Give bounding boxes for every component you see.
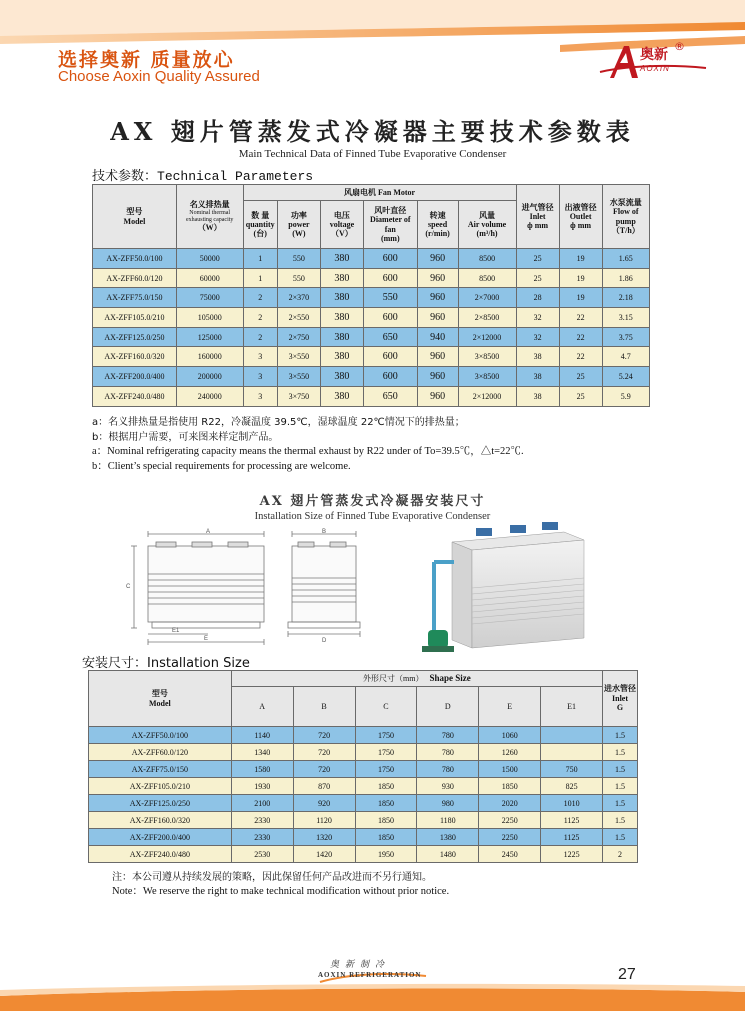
dim-a-label: A [206,529,211,535]
tech-note-b-en: b：Client’s special requirements for processing are welcome. [92,461,351,472]
table-cell: 200000 [176,367,243,387]
table-cell: 38 [516,367,559,387]
table-cell: 1750 [355,761,417,778]
table-row [89,795,638,812]
main-title-cn: AX 翅片管蒸发式冷凝器主要技术参数表 [110,117,635,146]
table-cell: 720 [293,727,355,744]
table-cell: 1.5 [603,761,638,778]
table-cell: 50000 [176,249,243,269]
table-cell: 1930 [231,778,293,795]
table-cell: AX-ZFF105.0/210 [89,778,232,795]
table-cell: 60000 [176,268,243,288]
dim-c-label: C [126,584,131,590]
table-cell: AX-ZFF75.0/150 [89,761,232,778]
table-cell: 380 [320,367,363,387]
table-row [93,367,650,387]
shape-header-e1: E1 [541,687,603,727]
table-cell: 75000 [176,288,243,308]
main-title-en: Main Technical Data of Finned Tube Evaporative Condenser [238,148,507,160]
table-cell: 1750 [355,744,417,761]
header-pump-flow: 水泵流量 Flow of pump （T/h） [602,185,649,249]
table-cell: 2.18 [602,288,649,308]
table-cell: 2330 [231,829,293,846]
table-cell: 2250 [479,829,541,846]
table-cell: 19 [559,288,602,308]
table-cell: 2×12000 [458,327,516,347]
table-cell: 25 [516,249,559,269]
tech-note-a-cn: a：名义排热量是指使用 R22，冷凝温度 39.5℃，湿球温度 22℃情况下的排热量； [92,417,465,428]
table-cell: 2×7000 [458,288,516,308]
table-cell: 600 [363,268,417,288]
table-cell: 960 [417,308,458,328]
table-row [89,744,638,761]
table-cell: 2×8500 [458,308,516,328]
install-title-cn: AX 翅片管蒸发式冷凝器安装尺寸 [259,494,486,509]
dim-b-label: B [322,529,327,535]
table-row [93,386,650,406]
table-cell: 960 [417,367,458,387]
table-cell: 1.65 [602,249,649,269]
page-header [0,0,745,92]
table-cell: 650 [363,327,417,347]
installation-size-table [88,670,638,863]
table-cell: 2 [243,327,277,347]
header-speed: 转速 speed (r/min) [417,201,458,249]
table-cell: 2100 [231,795,293,812]
table-cell: 2450 [479,846,541,863]
table-cell: 380 [320,386,363,406]
table-cell: 600 [363,347,417,367]
table-cell: AX-ZFF240.0/480 [93,386,177,406]
table-cell: AX-ZFF125.0/250 [89,795,232,812]
table-cell: 1.86 [602,268,649,288]
table-cell: 960 [417,288,458,308]
table-cell: 650 [363,386,417,406]
tech-params-label-cn: 技术参数： [92,169,158,184]
table-cell: 2×370 [277,288,320,308]
table-row [93,288,650,308]
shape-header-e: E [479,687,541,727]
header-quantity: 数 量 quantity (台) [243,201,277,249]
table-cell: 780 [417,744,479,761]
table-row [93,347,650,367]
tech-params-label [92,165,313,184]
footer-brand-cn: 奥新制冷 [330,960,391,970]
table-cell: 1580 [231,761,293,778]
table-cell: 1010 [541,795,603,812]
table-row [93,308,650,328]
table-cell: 1500 [479,761,541,778]
table-row [93,268,650,288]
tech-note-a-en: a：Nominal refrigerating capacity means the thermal exhaust by R22 under of To=39.5℃，△t=22℃. [92,446,524,457]
table-cell: 1850 [355,795,417,812]
table-cell: 930 [417,778,479,795]
table-row [89,846,638,863]
header-diameter: 风叶直径 Diameter of fan (mm) [363,201,417,249]
table-cell: AX-ZFF240.0/480 [89,846,232,863]
table-cell: 240000 [176,386,243,406]
table-cell: 1 [243,249,277,269]
table-cell: 3 [243,347,277,367]
table-cell: 2 [243,308,277,328]
table-cell: 1850 [355,812,417,829]
header-capacity: 名义排热量 Nominal thermal exhausting capacity （W） [176,185,243,249]
table-cell: 1125 [541,812,603,829]
table-cell: 1.5 [603,795,638,812]
table-cell: 2330 [231,812,293,829]
table-cell: 3×550 [277,367,320,387]
dim-e1-label: E1 [172,628,180,634]
shape-header-b: B [293,687,355,727]
table-cell: 2×550 [277,308,320,328]
table-cell: 380 [320,308,363,328]
table-cell: 2 [603,846,638,863]
technical-data-body [93,249,650,407]
page-number: 27 [618,966,636,983]
table-cell: 38 [516,347,559,367]
table-cell: 3×750 [277,386,320,406]
table-cell: 22 [559,308,602,328]
table-cell: 870 [293,778,355,795]
table-cell: AX-ZFF60.0/120 [89,744,232,761]
shape-header-d: D [417,687,479,727]
table-cell: 960 [417,249,458,269]
table-cell: 780 [417,761,479,778]
shape-header-inlet: 进水管径 Inlet G [603,671,638,727]
table-cell: 825 [541,778,603,795]
table-cell: 920 [293,795,355,812]
table-cell: 780 [417,727,479,744]
table-cell: 1060 [479,727,541,744]
table-cell: 1225 [541,846,603,863]
install-title-en: Installation Size of Finned Tube Evaporative Condenser [254,511,491,522]
table-cell: 380 [320,268,363,288]
table-cell: 550 [277,268,320,288]
table-cell: 550 [277,249,320,269]
header-power: 功率 power (W) [277,201,320,249]
footnote-en: Note：We reserve the right to make technical modification without prior notice. [112,886,450,897]
table-cell: 3×8500 [458,367,516,387]
front-elevation-drawing [124,528,272,646]
shape-header-c: C [355,687,417,727]
slogan-en: Choose Aoxin Quality Assured [58,68,260,85]
table-cell: 980 [417,795,479,812]
table-row [93,327,650,347]
table-cell: AX-ZFF125.0/250 [93,327,177,347]
table-cell: 1.5 [603,744,638,761]
table-cell [541,744,603,761]
table-cell: 4.7 [602,347,649,367]
logo-sub-text: AOXIN [640,64,670,73]
table-cell: 3×8500 [458,347,516,367]
table-cell: AX-ZFF200.0/400 [89,829,232,846]
table-cell: AX-ZFF50.0/100 [93,249,177,269]
table-cell: 1.5 [603,778,638,795]
header-air-volume: 风量 Air volume (m³/h) [458,201,516,249]
table-cell: 380 [320,347,363,367]
table-cell: 8500 [458,268,516,288]
table-cell: 1380 [417,829,479,846]
installation-size-body [89,727,638,863]
table-cell: 1320 [293,829,355,846]
header-model: 型号 Model [93,185,177,249]
table-cell: 1120 [293,812,355,829]
table-cell: 125000 [176,327,243,347]
header-outlet: 出液管径 Outlet ф mm [559,185,602,249]
table-cell: 19 [559,268,602,288]
technical-data-table [92,184,650,407]
table-cell: 160000 [176,347,243,367]
table-cell: 550 [363,288,417,308]
header-inlet: 进气管径 Inlet ф mm [516,185,559,249]
table-row [89,727,638,744]
table-row [89,812,638,829]
table-cell: 2020 [479,795,541,812]
table-row [89,829,638,846]
table-cell: 22 [559,347,602,367]
table-cell: 28 [516,288,559,308]
dim-d-label: D [322,638,327,644]
table-cell: 1125 [541,829,603,846]
table-cell: 1 [243,268,277,288]
table-cell: 600 [363,367,417,387]
table-cell: 600 [363,308,417,328]
table-cell: 1850 [479,778,541,795]
table-cell: 3.15 [602,308,649,328]
table-cell: 3.75 [602,327,649,347]
table-cell: 1260 [479,744,541,761]
table-cell: 750 [541,761,603,778]
table-cell: 19 [559,249,602,269]
installation-size-label: 安装尺寸：Installation Size [82,656,250,671]
table-cell: 1950 [355,846,417,863]
table-row [89,761,638,778]
table-cell: 2×750 [277,327,320,347]
slogan-cn: 选择奥新 质量放心 [58,49,235,71]
table-cell: 960 [417,386,458,406]
table-cell: 600 [363,249,417,269]
table-cell: 105000 [176,308,243,328]
condenser-product-image [414,522,594,662]
table-cell: 1.5 [603,727,638,744]
table-cell: 720 [293,744,355,761]
table-cell: 25 [516,268,559,288]
table-cell: 1850 [355,778,417,795]
dim-e-label: E [204,636,209,642]
table-cell: 1.5 [603,812,638,829]
logo-cn-text: 奥新 [640,47,668,63]
table-cell: 2250 [479,812,541,829]
table-row [93,249,650,269]
table-cell: 720 [293,761,355,778]
side-elevation-drawing [284,528,364,646]
footer-brand-en: AOXIN REFRIGERATION [318,971,422,979]
table-cell: 8500 [458,249,516,269]
table-cell: 960 [417,347,458,367]
tech-params-label-en: Technical Parameters [157,169,314,184]
table-cell: AX-ZFF160.0/320 [93,347,177,367]
table-cell: 22 [559,327,602,347]
table-cell: 2 [243,288,277,308]
shape-header-a: A [231,687,293,727]
table-cell: 32 [516,308,559,328]
table-cell: AX-ZFF200.0/400 [93,367,177,387]
table-cell: 25 [559,367,602,387]
footer-swoosh-graphic [0,982,745,1011]
table-cell: 3 [243,367,277,387]
header-fan-motor-group: 风扇电机 Fan Motor [243,185,516,201]
table-cell: 1180 [417,812,479,829]
table-cell: 1340 [231,744,293,761]
table-cell: AX-ZFF60.0/120 [93,268,177,288]
table-cell: 1420 [293,846,355,863]
table-cell: 2×12000 [458,386,516,406]
table-cell: 2530 [231,846,293,863]
table-cell: 1140 [231,727,293,744]
table-row [89,778,638,795]
table-cell: 5.24 [602,367,649,387]
table-cell: 940 [417,327,458,347]
table-cell: AX-ZFF50.0/100 [89,727,232,744]
table-cell: 1480 [417,846,479,863]
table-cell: 380 [320,327,363,347]
tech-note-b-cn: b：根据用户需要，可来图来样定制产品。 [92,432,279,443]
shape-header-model: 型号 Model [89,671,232,727]
table-cell: AX-ZFF105.0/210 [93,308,177,328]
table-cell: 32 [516,327,559,347]
table-cell: 1850 [355,829,417,846]
table-cell [541,727,603,744]
table-cell: AX-ZFF75.0/150 [93,288,177,308]
table-cell: 1750 [355,727,417,744]
header-voltage: 电压 voltage （V） [320,201,363,249]
registered-mark: ® [674,40,685,53]
table-cell: 1.5 [603,829,638,846]
table-cell: 38 [516,386,559,406]
table-cell: 380 [320,288,363,308]
table-cell: 25 [559,386,602,406]
table-cell: 3 [243,386,277,406]
footnote-cn: 注：本公司遵从持续发展的策略，因此保留任何产品改进而不另行通知。 [112,872,432,883]
table-cell: 380 [320,249,363,269]
table-cell: AX-ZFF160.0/320 [89,812,232,829]
table-cell: 960 [417,268,458,288]
shape-header-group: 外形尺寸（mm） Shape Size [231,671,602,687]
table-cell: 5.9 [602,386,649,406]
table-cell: 3×550 [277,347,320,367]
